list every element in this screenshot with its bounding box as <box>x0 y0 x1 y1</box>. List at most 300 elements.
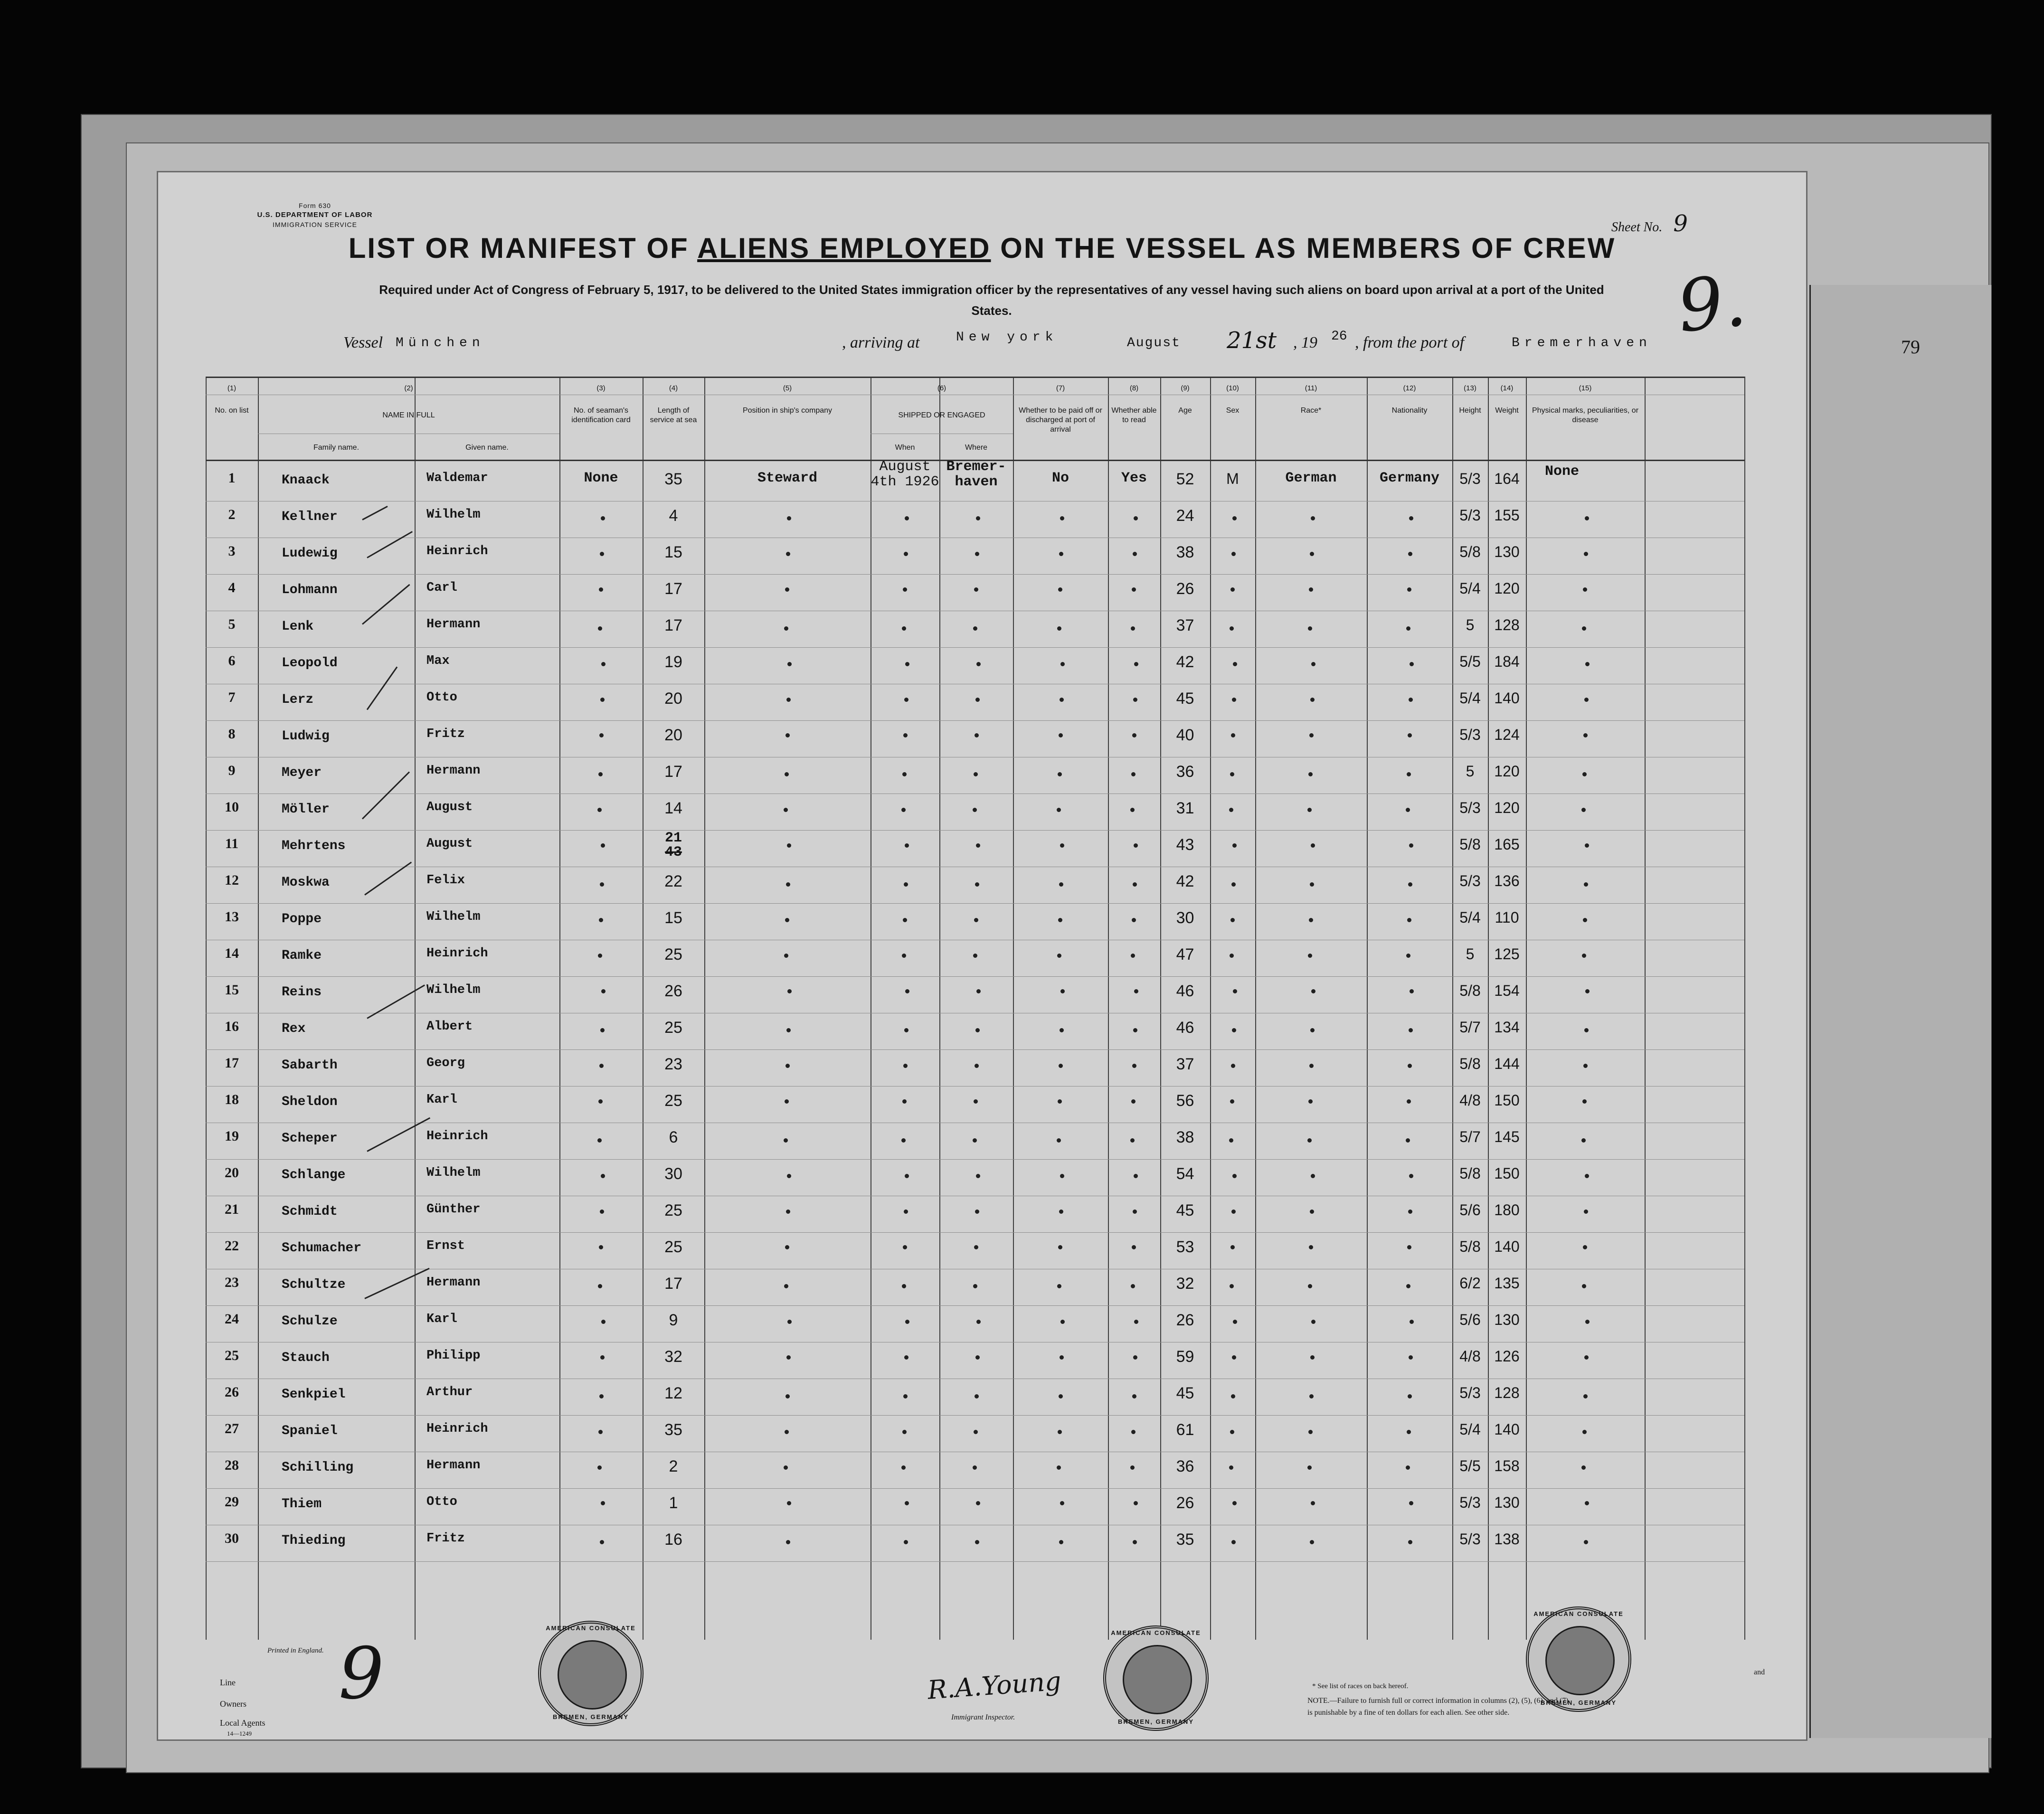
column-subheader: When <box>895 444 915 452</box>
title-part: ON THE VESSEL AS MEMBERS OF CREW <box>991 232 1616 264</box>
family-name: Ramke <box>282 948 322 963</box>
ditto-mark <box>1131 772 1136 776</box>
row-number: 6 <box>228 653 236 669</box>
service-length: 15 <box>664 543 682 561</box>
ditto-mark <box>905 516 909 520</box>
ditto-mark <box>601 1174 605 1178</box>
sheet-number-value: 9 <box>1673 210 1688 237</box>
ditto-mark <box>786 552 790 556</box>
ditto-mark <box>1059 1394 1063 1398</box>
ditto-mark <box>904 552 908 556</box>
ditto-mark <box>975 1028 980 1032</box>
column-rule <box>206 377 207 1640</box>
year-prefix: , 19 <box>1293 334 1317 351</box>
ditto-mark <box>1133 1028 1137 1032</box>
tally-mark <box>367 667 398 710</box>
height: 5/3 <box>1459 1384 1481 1401</box>
ditto-mark <box>1232 843 1237 848</box>
adjacent-page-fragment <box>1809 285 1991 1738</box>
ditto-mark <box>784 808 788 812</box>
vessel-name: München <box>396 336 485 350</box>
given-name: Wilhelm <box>426 508 481 522</box>
ditto-mark <box>1407 772 1411 776</box>
given-name: Karl <box>426 1312 457 1326</box>
age: 42 <box>1176 872 1194 890</box>
ditto-mark <box>1310 698 1315 702</box>
paid-off: No <box>1051 470 1069 486</box>
ditto-mark <box>1133 1540 1137 1544</box>
weight: 110 <box>1495 909 1519 926</box>
seal-text-bottom: BREMEN, GERMANY <box>552 1713 629 1720</box>
column-header: Age <box>1178 406 1192 415</box>
age: 56 <box>1176 1092 1194 1110</box>
height: 5/4 <box>1459 1421 1481 1438</box>
ditto-mark <box>1130 1465 1135 1470</box>
handwritten-nine: 9 <box>339 1633 384 1715</box>
weight: 154 <box>1494 982 1520 999</box>
column-header: Race* <box>1300 406 1322 415</box>
family-name: Rex <box>282 1021 306 1036</box>
height: 5 <box>1466 616 1475 633</box>
ditto-mark <box>1060 662 1065 666</box>
ditto-mark <box>1407 1099 1411 1104</box>
row-number: 17 <box>225 1055 239 1071</box>
age: 45 <box>1176 690 1194 708</box>
column-header: Position in ship's company <box>742 406 833 415</box>
year-suffix: 26 <box>1331 329 1347 344</box>
family-name: Thieding <box>282 1533 346 1548</box>
ditto-mark <box>598 772 603 776</box>
ditto-mark <box>597 808 602 812</box>
family-name: Moskwa <box>282 875 330 890</box>
seal-text-top: AMERICAN CONSULATE <box>1111 1629 1201 1636</box>
service-length: 14 <box>664 799 682 817</box>
column-number: (10) <box>1226 384 1239 392</box>
ditto-mark <box>976 1174 980 1178</box>
ditto-mark <box>1406 1138 1410 1143</box>
column-rule <box>258 377 259 1640</box>
ditto-mark <box>601 1501 605 1505</box>
ditto-mark <box>1310 1355 1315 1360</box>
ditto-mark <box>598 626 602 631</box>
age: 26 <box>1176 1494 1194 1512</box>
column-rule <box>1013 377 1014 1640</box>
ditto-mark <box>1232 1028 1236 1032</box>
weight: 136 <box>1494 872 1520 889</box>
ditto-mark <box>901 1465 906 1470</box>
row-rule <box>206 1049 1744 1050</box>
height: 5/8 <box>1459 1055 1481 1072</box>
ditto-mark <box>787 843 791 848</box>
ditto-mark <box>902 1099 907 1104</box>
ditto-mark <box>784 954 788 958</box>
consulate-seal <box>1103 1625 1209 1731</box>
ditto-mark <box>1060 1355 1064 1360</box>
weight: 138 <box>1494 1531 1520 1548</box>
ditto-mark <box>1582 954 1586 958</box>
ditto-mark <box>1232 698 1236 702</box>
row-number: 22 <box>225 1238 239 1254</box>
ditto-mark <box>1132 918 1136 922</box>
height: 5/5 <box>1459 653 1481 670</box>
ditto-mark <box>976 989 981 993</box>
family-name: Knaack <box>282 473 330 488</box>
height: 5/6 <box>1459 1201 1481 1219</box>
age: 46 <box>1176 1019 1194 1037</box>
ditto-mark <box>1131 1284 1135 1288</box>
row-number: 16 <box>225 1019 239 1034</box>
given-name: Wilhelm <box>426 910 481 924</box>
ditto-mark <box>1058 1245 1062 1249</box>
line-label: Line <box>220 1678 236 1687</box>
ditto-mark <box>1233 1320 1237 1324</box>
service-length: 25 <box>664 1019 682 1037</box>
ditto-mark <box>1409 698 1413 702</box>
given-name: Heinrich <box>426 946 488 961</box>
weight: 120 <box>1494 580 1520 597</box>
height: 4/8 <box>1459 1092 1481 1109</box>
ditto-mark <box>1408 1540 1412 1544</box>
height: 5/3 <box>1459 470 1481 487</box>
column-number: (8) <box>1129 384 1139 392</box>
age: 30 <box>1176 909 1194 927</box>
ditto-mark <box>1060 1320 1065 1324</box>
sheet-number-label: Sheet No. <box>1611 220 1663 235</box>
family-name: Ludwig <box>282 729 330 744</box>
weight: 124 <box>1494 726 1520 743</box>
document-title <box>158 232 1806 265</box>
weight: 134 <box>1494 1019 1520 1036</box>
shipped-where: Bremer- <box>946 459 1006 475</box>
ditto-mark <box>1410 989 1414 993</box>
ditto-mark <box>902 772 907 776</box>
ditto-mark <box>1310 1209 1314 1214</box>
given-name: Fritz <box>426 1531 465 1546</box>
ditto-mark <box>601 843 605 848</box>
ditto-mark <box>787 989 792 993</box>
family-name: Sheldon <box>282 1095 338 1109</box>
service-length-struck: 43 <box>664 844 682 860</box>
ditto-mark <box>786 1028 791 1032</box>
from-port-label: , from the port of <box>1355 334 1465 351</box>
row-number: 28 <box>225 1457 239 1473</box>
age: 54 <box>1176 1165 1194 1183</box>
given-name: Heinrich <box>426 544 488 558</box>
service-length: 22 <box>664 872 682 890</box>
column-rule <box>1108 377 1109 1640</box>
age: 31 <box>1176 799 1194 817</box>
service-length: 12 <box>664 1384 682 1402</box>
family-name: Schilling <box>282 1460 354 1475</box>
form-number: Form 630 <box>299 202 331 209</box>
ditto-mark <box>1132 1394 1136 1398</box>
height: 5/3 <box>1459 726 1481 743</box>
ditto-mark <box>1407 918 1411 922</box>
age: 40 <box>1176 726 1194 744</box>
ditto-mark <box>1229 808 1233 812</box>
row-rule <box>206 1159 1744 1160</box>
ditto-mark <box>1059 552 1063 556</box>
ditto-mark <box>600 1540 604 1544</box>
ditto-mark <box>1134 989 1138 993</box>
service-length: 25 <box>664 1201 682 1219</box>
column-rule <box>415 377 416 1640</box>
inspector-signature: R.A.Young <box>927 1666 1062 1705</box>
weight: 140 <box>1494 1238 1520 1255</box>
column-header: Whether to be paid off or discharged at port of arrival <box>1019 406 1102 434</box>
ditto-mark <box>1233 989 1237 993</box>
age: 43 <box>1176 836 1194 854</box>
ditto-mark <box>904 698 908 702</box>
column-header: Sex <box>1226 406 1240 415</box>
ditto-mark <box>1134 662 1138 666</box>
ditto-mark <box>1581 1465 1586 1470</box>
given-name: August <box>426 800 473 814</box>
row-number: 18 <box>225 1092 239 1107</box>
row-number: 26 <box>225 1384 239 1400</box>
ditto-mark <box>1585 843 1589 848</box>
ditto-mark <box>1231 1540 1236 1544</box>
given-name: Arthur <box>426 1385 473 1399</box>
given-name: Wilhelm <box>426 983 481 997</box>
ditto-mark <box>787 516 791 520</box>
ditto-mark <box>599 918 603 922</box>
ditto-mark <box>1408 733 1412 737</box>
row-rule <box>206 903 1744 904</box>
ditto-mark <box>975 1540 979 1544</box>
ditto-mark <box>1229 1465 1233 1470</box>
ditto-mark <box>1230 772 1234 776</box>
age: 45 <box>1176 1384 1194 1402</box>
weight: 135 <box>1494 1275 1520 1292</box>
header-rule <box>206 377 1744 378</box>
ditto-mark <box>1059 733 1063 737</box>
age: 37 <box>1176 1055 1194 1073</box>
immigrant-inspector-label: Immigrant Inspector. <box>951 1713 1015 1721</box>
ditto-mark <box>1410 1320 1414 1324</box>
family-name: Ludewig <box>282 546 338 561</box>
height: 5/8 <box>1459 1165 1481 1182</box>
height: 5/7 <box>1459 1019 1481 1036</box>
column-rule <box>1210 377 1211 1640</box>
ditto-mark <box>1130 1138 1135 1143</box>
ditto-mark <box>975 552 979 556</box>
service-length: 4 <box>669 507 678 525</box>
ditto-mark <box>974 772 978 776</box>
row-number: 14 <box>225 945 239 961</box>
ditto-mark <box>901 1138 906 1143</box>
column-number: (4) <box>669 384 678 392</box>
service-length: 9 <box>669 1311 678 1329</box>
ditto-mark <box>1585 662 1590 666</box>
ditto-mark <box>785 1099 789 1104</box>
voyage-line <box>343 327 1920 362</box>
height: 5 <box>1466 945 1475 963</box>
ditto-mark <box>1309 1245 1313 1249</box>
ditto-mark <box>974 1430 978 1434</box>
age: 38 <box>1176 543 1194 561</box>
ditto-mark <box>905 843 909 848</box>
column-number: (5) <box>783 384 792 392</box>
ditto-mark <box>973 626 977 631</box>
ditto-mark <box>598 1430 603 1434</box>
ditto-mark <box>1307 808 1312 812</box>
ditto-mark <box>1232 1355 1236 1360</box>
ditto-mark <box>1132 1064 1136 1068</box>
ditto-mark <box>1230 1245 1235 1249</box>
family-name: Schultze <box>282 1277 346 1292</box>
ditto-mark <box>1058 587 1062 592</box>
column-header: Whether able to read <box>1111 406 1157 424</box>
service-length: 25 <box>664 945 682 964</box>
row-rule <box>206 647 1744 648</box>
weight: 165 <box>1494 836 1520 853</box>
ditto-mark <box>1583 733 1588 737</box>
ditto-mark <box>786 698 791 702</box>
shipped-when: August <box>879 459 931 475</box>
ditto-mark <box>1229 1138 1233 1143</box>
ditto-mark <box>1060 516 1064 520</box>
ditto-mark <box>974 1099 978 1104</box>
row-number: 10 <box>225 799 239 815</box>
weight: 120 <box>1494 799 1520 816</box>
given-name: Philipp <box>426 1349 481 1363</box>
ditto-mark <box>1409 843 1413 848</box>
given-name: Fritz <box>426 727 465 741</box>
ditto-mark <box>784 626 788 631</box>
weight: 150 <box>1494 1165 1520 1182</box>
ditto-mark <box>1584 1028 1589 1032</box>
row-number: 8 <box>228 726 236 742</box>
given-name: Hermann <box>426 617 481 632</box>
given-name: Hermann <box>426 1275 481 1290</box>
ditto-mark <box>1406 808 1410 812</box>
ditto-mark <box>1134 843 1138 848</box>
ditto-mark <box>1311 989 1315 993</box>
ditto-mark <box>1230 918 1235 922</box>
consulate-seal <box>1526 1606 1631 1712</box>
race: German <box>1285 470 1337 486</box>
ditto-mark <box>785 1245 789 1249</box>
seal-eagle <box>558 1640 627 1710</box>
given-name: Carl <box>426 581 457 595</box>
ditto-mark <box>1231 1394 1235 1398</box>
row-rule <box>206 574 1744 575</box>
tally-mark <box>367 984 425 1019</box>
ditto-mark <box>975 698 980 702</box>
ditto-mark <box>601 662 606 666</box>
column-header: Physical marks, peculiarities, or disease <box>1532 406 1639 424</box>
weight: 130 <box>1494 543 1520 560</box>
ditto-mark <box>786 1209 790 1214</box>
ditto-mark <box>1585 989 1590 993</box>
ditto-mark <box>903 1394 908 1398</box>
family-name: Schmidt <box>282 1204 338 1219</box>
given-name: Felix <box>426 873 465 888</box>
weight: 158 <box>1494 1457 1520 1474</box>
family-name: Mehrtens <box>282 839 346 853</box>
ditto-mark <box>1057 954 1061 958</box>
tally-mark <box>367 531 413 558</box>
ditto-mark <box>1231 733 1235 737</box>
column-subheader: Given name. <box>465 444 509 452</box>
ditto-mark <box>1307 1465 1312 1470</box>
ditto-mark <box>1309 918 1313 922</box>
ditto-mark <box>1230 1430 1234 1434</box>
row-number: 4 <box>228 580 236 595</box>
row-rule <box>206 1488 1744 1489</box>
penalty-note-line1: NOTE.—Failure to furnish full or correct information in columns (2), (5), (6), and (7) <box>1307 1697 1569 1705</box>
row-number: 21 <box>225 1201 239 1217</box>
weight: 140 <box>1494 690 1520 707</box>
ditto-mark <box>1581 1138 1586 1143</box>
ditto-mark <box>1134 516 1138 520</box>
ditto-mark <box>784 1465 788 1470</box>
service-length: 23 <box>664 1055 682 1073</box>
ditto-mark <box>1133 552 1137 556</box>
ditto-mark <box>1408 1064 1412 1068</box>
ditto-mark <box>975 1209 979 1214</box>
ditto-mark <box>1407 587 1411 592</box>
age: 59 <box>1176 1348 1194 1366</box>
height: 5/3 <box>1459 799 1481 816</box>
tally-mark <box>362 506 388 520</box>
seal-text-bottom: BREMEN, GERMANY <box>1117 1718 1194 1725</box>
ditto-mark <box>1057 1138 1061 1143</box>
height: 5 <box>1466 763 1475 780</box>
given-name: Günther <box>426 1202 481 1217</box>
ditto-mark <box>598 1099 603 1104</box>
ditto-mark <box>1060 1174 1064 1178</box>
service-length: 20 <box>664 690 682 708</box>
departure-port: Bremerhaven <box>1512 336 1652 350</box>
vessel-label: Vessel <box>343 334 383 351</box>
service-length: 2 <box>669 1457 678 1475</box>
column-rule <box>1367 377 1368 1640</box>
ditto-mark <box>905 989 909 993</box>
ditto-mark <box>1232 516 1237 520</box>
manifest-footer <box>158 1610 1806 1737</box>
column-number: (1) <box>227 384 237 392</box>
ditto-mark <box>1231 882 1236 887</box>
arrival-day: 21st <box>1227 327 1277 354</box>
ditto-mark <box>1058 1099 1062 1104</box>
service-length: 20 <box>664 726 682 744</box>
column-header: No. of seaman's identification card <box>571 406 631 424</box>
ditto-mark <box>1232 1501 1237 1505</box>
family-name: Poppe <box>282 912 322 926</box>
weight: 155 <box>1494 507 1520 524</box>
ditto-mark <box>974 587 978 592</box>
age: 36 <box>1176 1457 1194 1475</box>
ditto-mark <box>1584 698 1589 702</box>
service-length: 16 <box>664 1531 682 1549</box>
row-number: 20 <box>225 1165 239 1181</box>
arrival-month: August <box>1127 336 1181 350</box>
height: 5/4 <box>1459 909 1481 926</box>
ditto-mark <box>1584 882 1588 887</box>
ditto-mark <box>1132 1245 1136 1249</box>
ditto-mark <box>1232 1174 1237 1178</box>
row-number: 12 <box>225 872 239 888</box>
service-length: 17 <box>664 616 682 634</box>
ditto-mark <box>1133 1209 1137 1214</box>
ditto-mark <box>973 808 977 812</box>
ditto-mark <box>1406 954 1410 958</box>
ditto-mark <box>1230 587 1235 592</box>
ditto-mark <box>1059 882 1063 887</box>
ditto-mark <box>600 1355 605 1360</box>
